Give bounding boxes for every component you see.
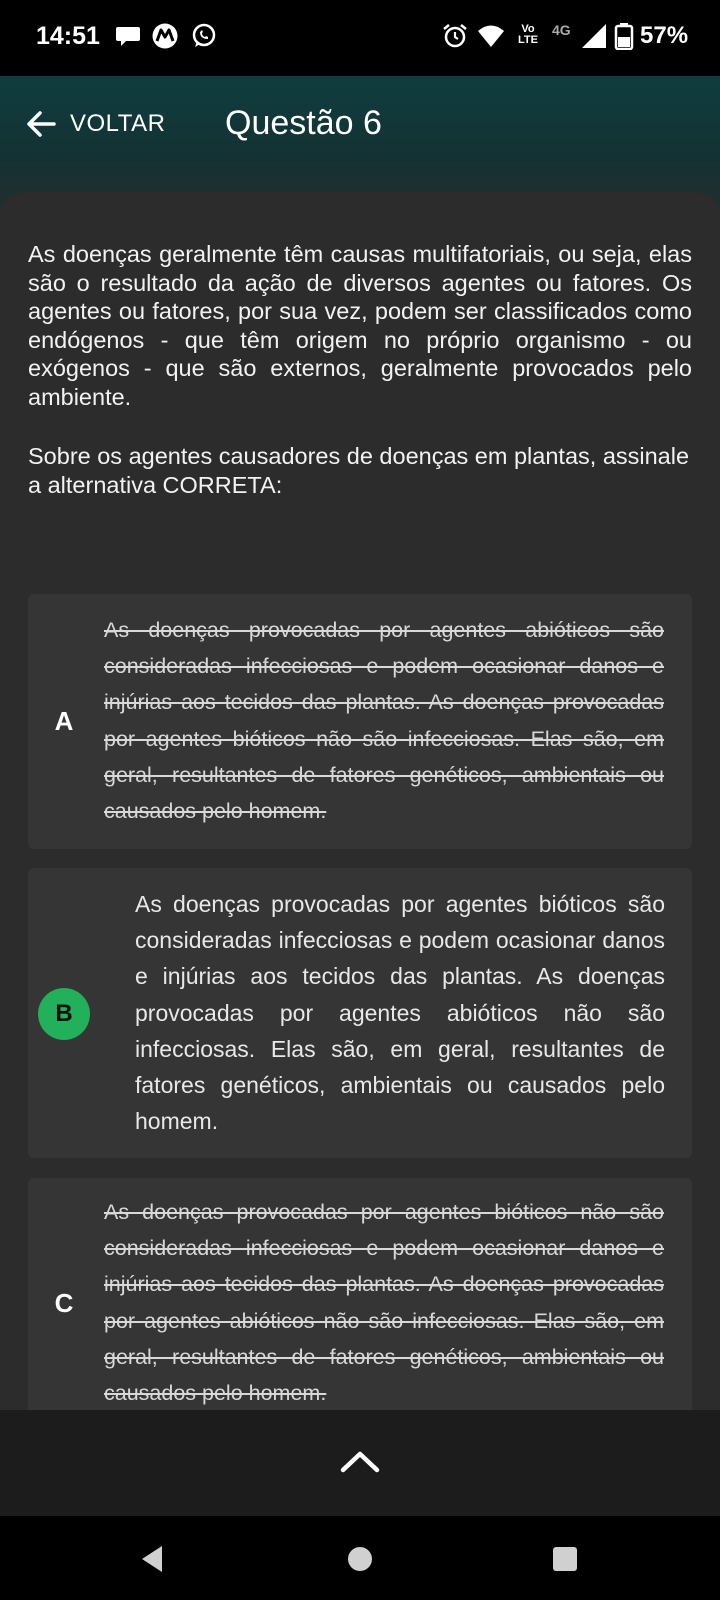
option-letter: A — [54, 706, 74, 736]
back-label: VOLTAR — [70, 110, 166, 137]
correct-badge: B — [38, 988, 90, 1040]
question-intro: As doenças geralmente têm causas multifatoriais, ou seja, elas são o resultado da ação de diversos agentes ou fatores. Os agentes ou fatores, por sua vez, podem ser classificados como endógenos - que têm origem no próprio organismo - ou exógenos - que são externos, geralmente provocados pelo ambiente. — [28, 241, 692, 410]
wifi-icon — [477, 22, 505, 50]
chat-bubble-icon — [114, 22, 142, 50]
option-c[interactable] — [28, 1178, 692, 1438]
back-triangle-icon[interactable] — [136, 1542, 170, 1576]
option-letter: C — [54, 1288, 74, 1318]
volte-indicator: Vo LTE — [518, 23, 538, 46]
arrow-left-icon — [24, 107, 58, 141]
alarm-icon — [441, 22, 469, 50]
option-a[interactable] — [28, 594, 692, 849]
option-text: As doenças provocadas por agentes abióticos são consideradas infecciosas e podem ocasionar danos e injúrias aos tecidos das plantas. As doenças provocadas por agentes bióticos não são infecciosas. Elas são, em geral, resultantes de fatores genéticos, ambientais ou causados pelo homem. — [104, 618, 664, 824]
signal-icon — [580, 22, 608, 50]
status-time: 14:51 — [36, 22, 100, 50]
option-text: As doenças provocadas por agentes bióticos não são consideradas infecciosas e podem ocasionar danos e injúrias aos tecidos das plantas. As doenças provocadas por agentes abióticos não são infecciosas. Elas são, em geral, resultantes de fatores genéticos, ambientais ou causados pelo homem. — [104, 1200, 664, 1406]
home-circle-icon[interactable] — [343, 1542, 377, 1576]
system-navigation-bar — [0, 1516, 720, 1600]
whatsapp-icon — [190, 22, 218, 50]
battery-percentage: 57% — [640, 22, 689, 49]
option-text: As doenças provocadas por agentes bióticos são consideradas infecciosas e podem ocasionar danos e injúrias aos tecidos das plantas. As doenças provocadas por agentes abióticos não são infecciosas. Elas são, em geral, resultantes de fatores genéticos, ambientais ou causados pelo homem. — [135, 891, 665, 1135]
motorola-icon — [151, 22, 179, 50]
recents-square-icon[interactable] — [548, 1542, 582, 1576]
network-type: 4G — [552, 22, 571, 38]
page-title: Questão 6 — [225, 104, 382, 142]
battery-icon — [614, 22, 634, 50]
question-prompt: Sobre os agentes causadores de doenças em plantas, assinale a alternativa CORRETA: — [28, 443, 690, 498]
chevron-up-icon[interactable] — [335, 1440, 385, 1480]
status-bar — [0, 0, 720, 76]
option-b[interactable] — [28, 868, 692, 1158]
question-card — [0, 192, 720, 1412]
back-button[interactable] — [24, 102, 165, 146]
bottom-bar — [0, 1410, 720, 1516]
